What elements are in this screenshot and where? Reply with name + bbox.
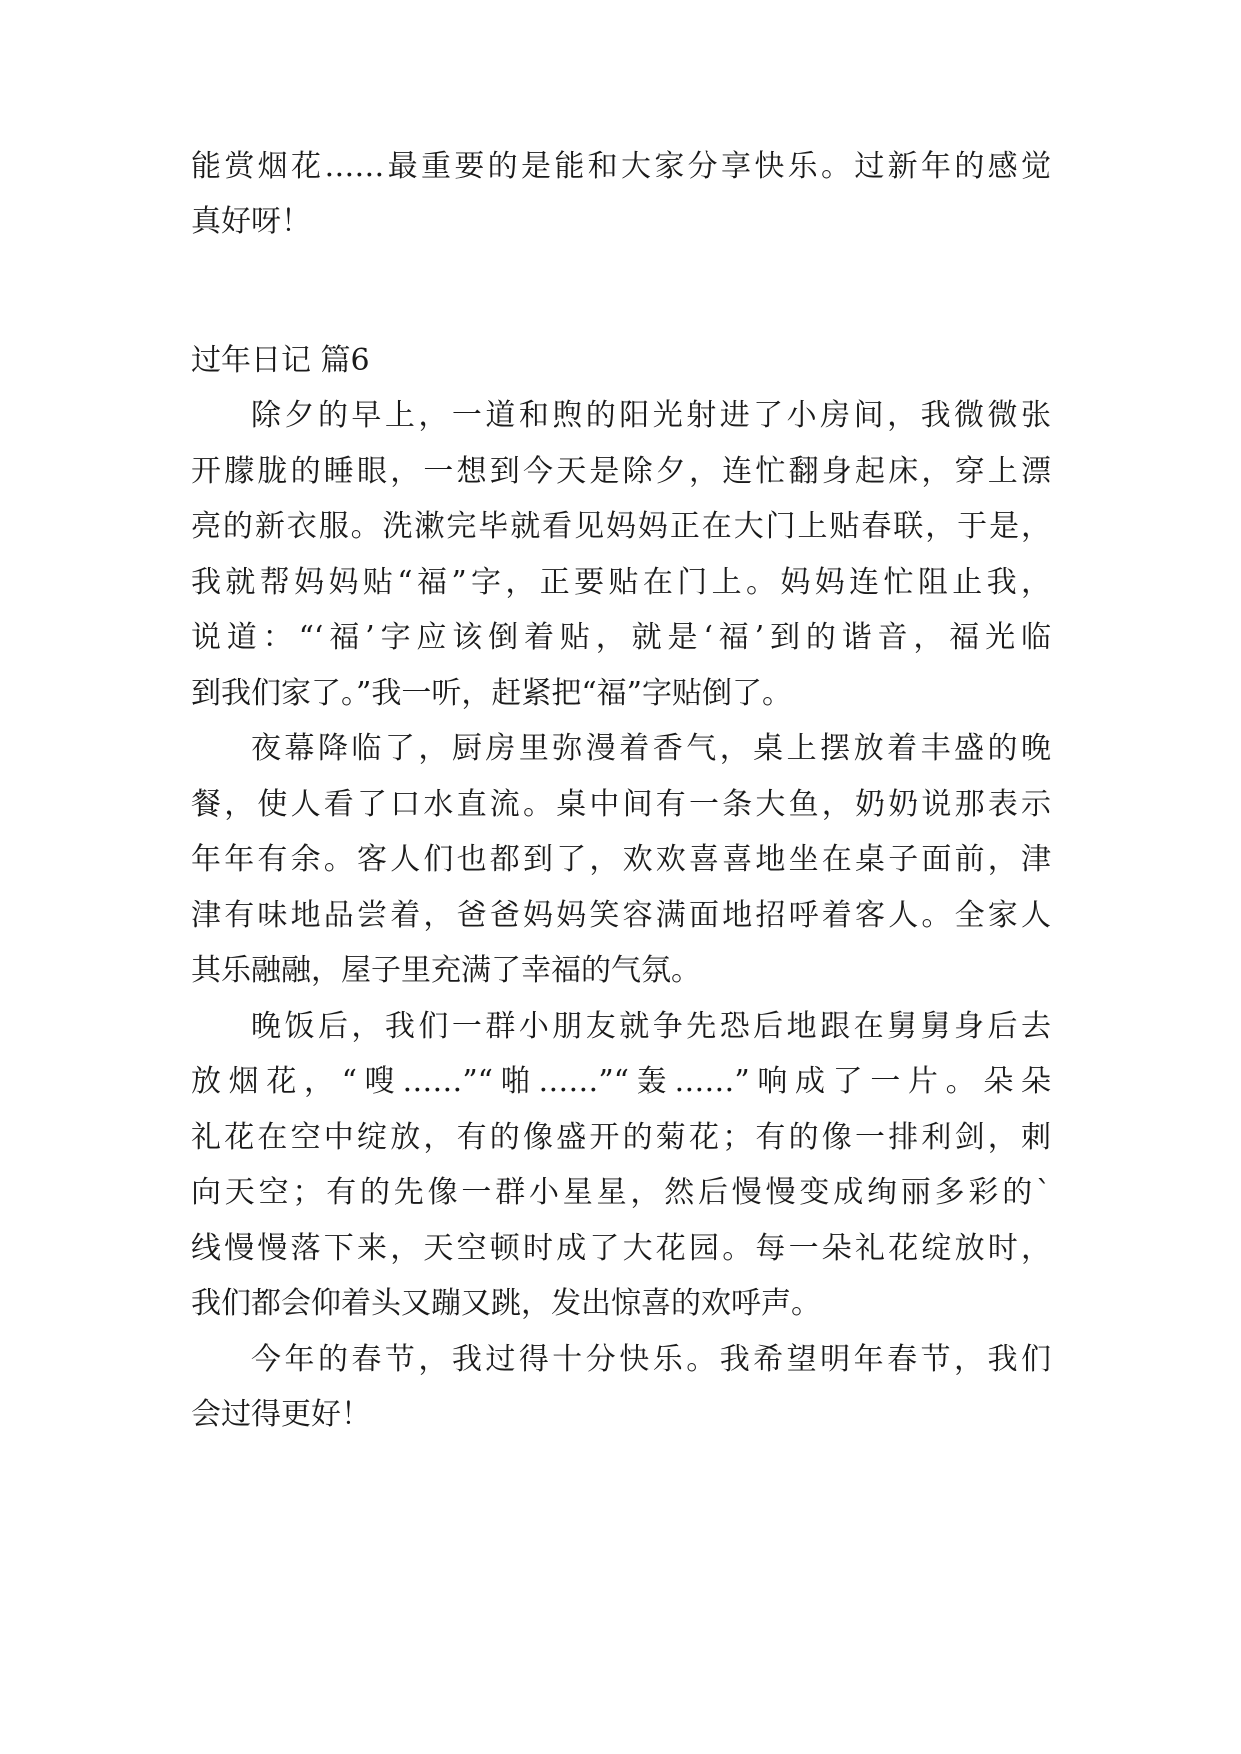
paragraph-2-line-2: 餐，使人看了口水直流。桌中间有一条大鱼，奶奶说那表示 (191, 787, 1051, 822)
paragraph-3-line-2: 放烟花，“嗖……”“啪……”“轰……”响成了一片。朵朵 (191, 1064, 1051, 1099)
paragraph-3-line-6: 我们都会仰着头又蹦又跳，发出惊喜的欢呼声。 (191, 1286, 821, 1321)
paragraph-1-line-5: 说道：“‘福’字应该倒着贴，就是‘福’到的谐音，福光临 (191, 620, 1051, 655)
paragraph-2-line-4: 津有味地品尝着，爸爸妈妈笑容满面地招呼着客人。全家人 (191, 898, 1051, 933)
paragraph-1-line-4: 我就帮妈妈贴“福”字，正要贴在门上。妈妈连忙阻止我， (191, 565, 1051, 600)
paragraph-3-line-5: 线慢慢落下来，天空顿时成了大花园。每一朵礼花绽放时， (191, 1231, 1051, 1266)
paragraph-1-line-1: 除夕的早上，一道和煦的阳光射进了小房间，我微微张 (251, 398, 1051, 433)
paragraph-3-line-3: 礼花在空中绽放，有的像盛开的菊花；有的像一排利剑，刺 (191, 1120, 1051, 1155)
paragraph-4-line-2: 会过得更好！ (191, 1397, 371, 1432)
paragraph-3-line-1: 晚饭后，我们一群小朋友就争先恐后地跟在舅舅身后去 (251, 1009, 1051, 1044)
paragraph-1-line-2: 开朦胧的睡眼，一想到今天是除夕，连忙翻身起床，穿上漂 (191, 454, 1051, 489)
intro-line-2: 真好呀！ (191, 204, 311, 239)
intro-line-1: 能赏烟花……最重要的是能和大家分享快乐。过新年的感觉 (191, 149, 1051, 184)
paragraph-1-line-6: 到我们家了。”我一听，赶紧把“福”字贴倒了。 (191, 676, 793, 711)
paragraph-1-line-3: 亮的新衣服。洗漱完毕就看见妈妈正在大门上贴春联，于是， (191, 509, 1051, 544)
section-title: 过年日记 篇6 (191, 343, 370, 378)
paragraph-4-line-1: 今年的春节，我过得十分快乐。我希望明年春节，我们 (251, 1342, 1051, 1377)
paragraph-2-line-1: 夜幕降临了，厨房里弥漫着香气，桌上摆放着丰盛的晚 (251, 731, 1051, 766)
paragraph-2-line-3: 年年有余。客人们也都到了，欢欢喜喜地坐在桌子面前，津 (191, 842, 1051, 877)
paragraph-2-line-5: 其乐融融，屋子里充满了幸福的气氛。 (191, 953, 701, 988)
paragraph-3-line-4: 向天空；有的先像一群小星星，然后慢慢变成绚丽多彩的` (191, 1175, 1051, 1210)
